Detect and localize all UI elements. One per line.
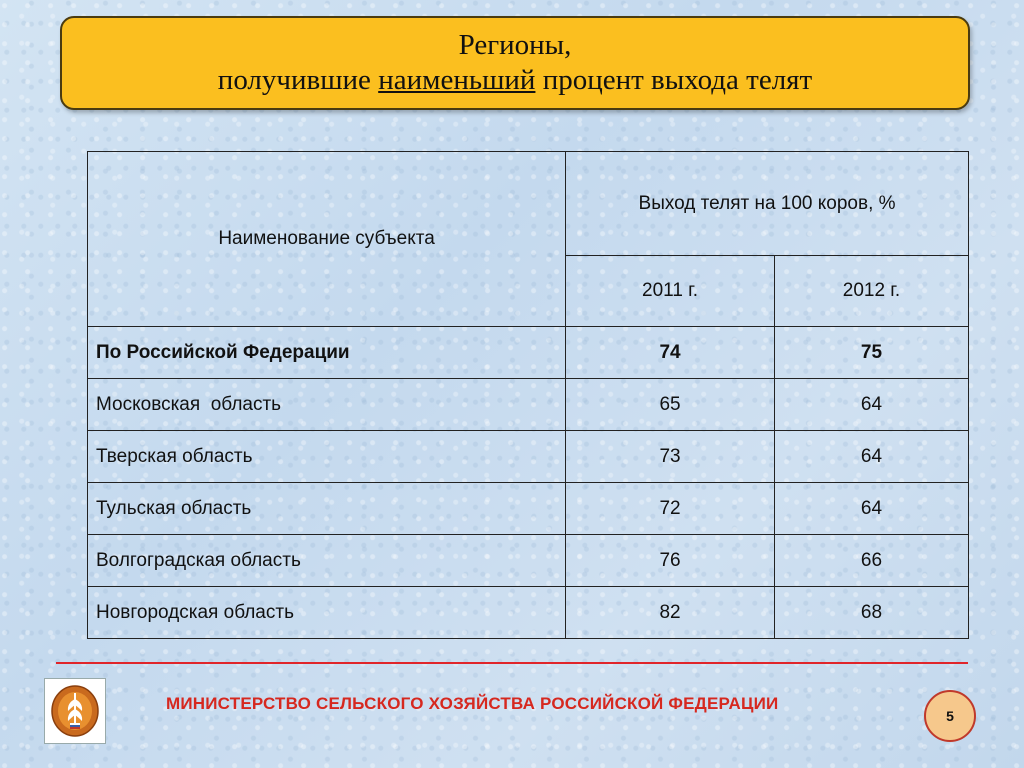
title-line-2 — [218, 63, 812, 98]
value-2011-cell: 76 — [566, 535, 775, 587]
value-2012-cell: 68 — [774, 587, 968, 639]
title-line-1: Регионы, — [458, 29, 572, 62]
value-2011-cell: 73 — [566, 431, 775, 483]
value-2012-cell: 64 — [774, 379, 968, 431]
region-name-cell: Волгоградская область — [88, 535, 566, 587]
region-name-cell: Тверская область — [88, 431, 566, 483]
footer-divider — [56, 662, 968, 664]
region-name-cell: Московская область — [88, 379, 566, 431]
value-2012-cell: 64 — [774, 483, 968, 535]
region-name-cell: По Российской Федерации — [88, 327, 566, 379]
page-number-badge: 5 — [924, 690, 976, 742]
ministry-name: МИНИСТЕРСТВО СЕЛЬСКОГО ХОЗЯЙСТВА РОССИЙСКОЙ ФЕДЕРАЦИИ — [166, 694, 779, 713]
table-row — [88, 535, 969, 587]
header-calf-yield: Выход телят на 100 коров, % — [566, 152, 969, 256]
value-2011-cell: 72 — [566, 483, 775, 535]
value-2012-cell: 66 — [774, 535, 968, 587]
ministry-emblem-icon — [49, 683, 101, 739]
value-2011-cell: 65 — [566, 379, 775, 431]
ministry-logo — [44, 678, 106, 744]
region-name-cell: Новгородская область — [88, 587, 566, 639]
header-region-name: Наименование субъекта — [88, 152, 566, 327]
header-year-2012: 2012 г. — [774, 256, 968, 327]
title-banner — [60, 16, 970, 110]
title-suffix: процент выхода телят — [535, 64, 813, 96]
value-2011-cell: 82 — [566, 587, 775, 639]
header-year-2011: 2011 г. — [566, 256, 775, 327]
table-row — [88, 587, 969, 639]
value-2012-cell: 75 — [774, 327, 968, 379]
value-2011-cell: 74 — [566, 327, 775, 379]
region-name-cell: Тульская область — [88, 483, 566, 535]
calf-yield-table — [87, 151, 969, 639]
table-row — [88, 431, 969, 483]
value-2012-cell: 64 — [774, 431, 968, 483]
table-row — [88, 379, 969, 431]
title-prefix: получившие — [217, 64, 379, 96]
table-row — [88, 483, 969, 535]
table-row — [88, 327, 969, 379]
table-header-row — [88, 152, 969, 256]
title-emphasis: наименьший — [378, 64, 536, 96]
